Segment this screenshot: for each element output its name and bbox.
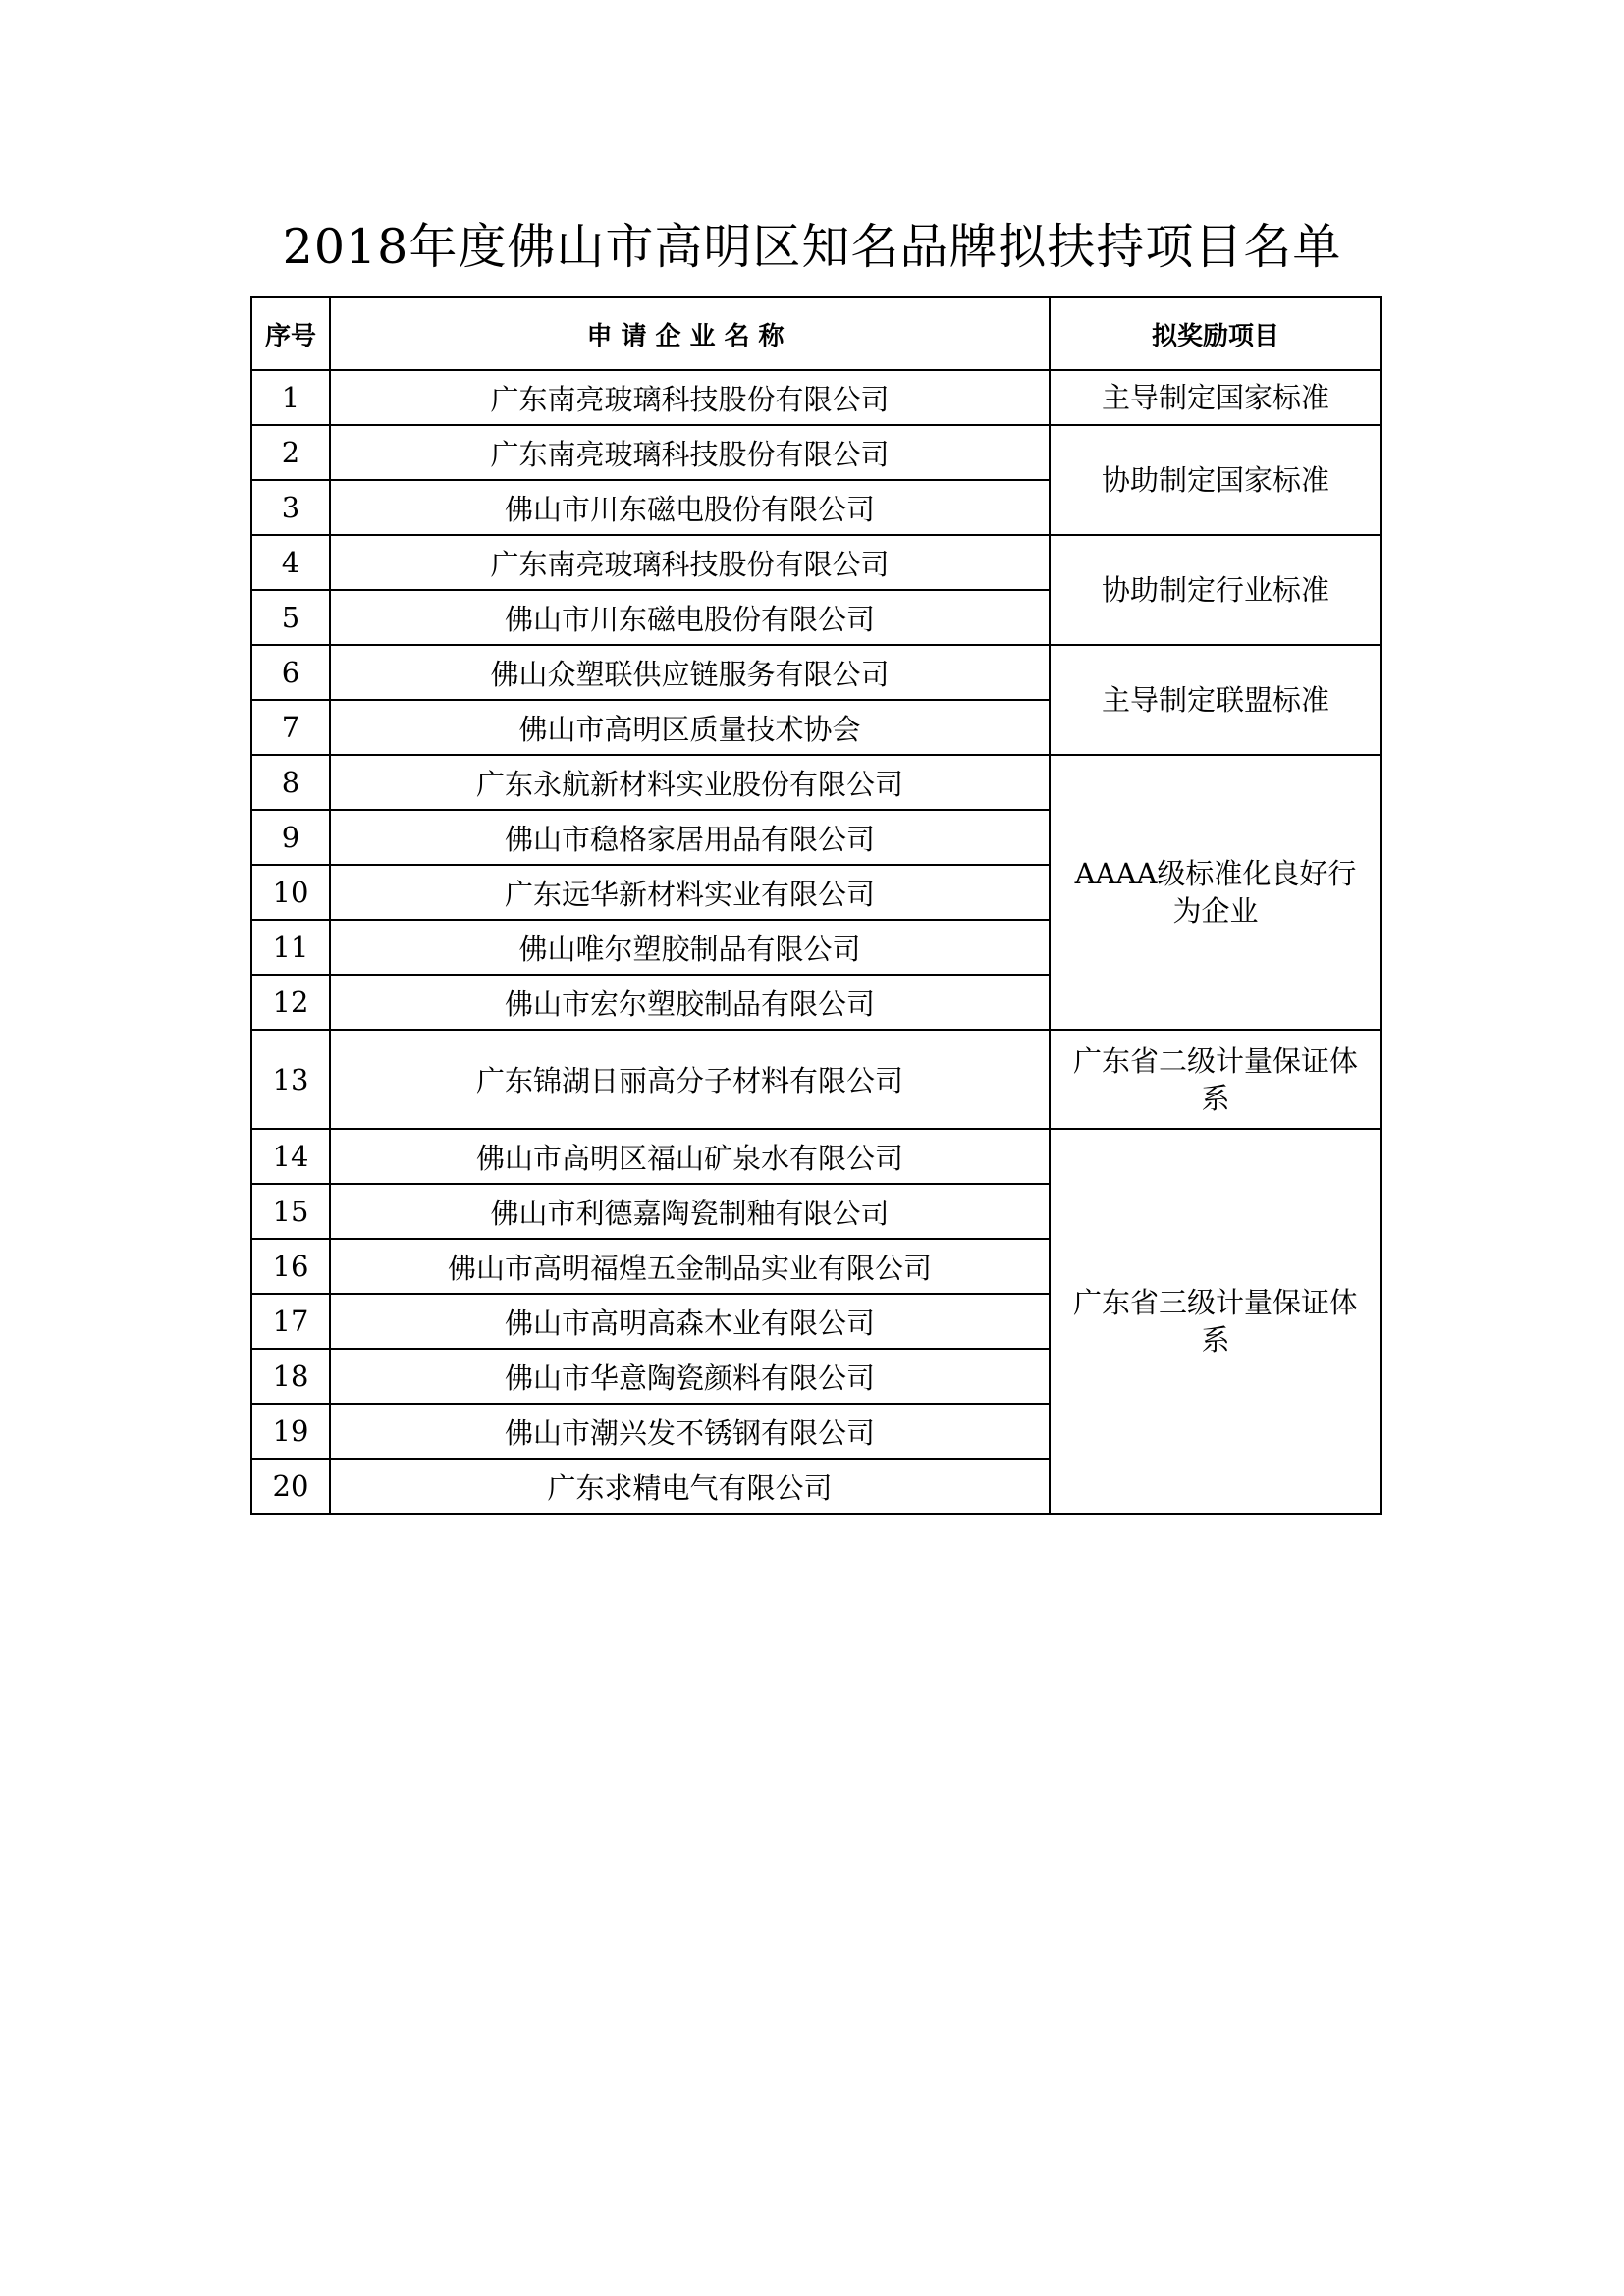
award-item: 协助制定行业标准 [1050, 535, 1381, 645]
row-number: 3 [251, 480, 330, 535]
row-number: 2 [251, 425, 330, 480]
company-name: 佛山市高明区福山矿泉水有限公司 [330, 1129, 1050, 1184]
company-name: 佛山市川东磁电股份有限公司 [330, 480, 1050, 535]
header-company-name: 申请企业名称 [330, 297, 1050, 370]
company-name: 广东远华新材料实业有限公司 [330, 865, 1050, 920]
table-row [251, 425, 1381, 480]
row-number: 6 [251, 645, 330, 700]
row-number: 7 [251, 700, 330, 755]
row-number: 11 [251, 920, 330, 975]
company-name: 广东求精电气有限公司 [330, 1459, 1050, 1514]
company-name: 佛山市高明区质量技术协会 [330, 700, 1050, 755]
page-title: 2018年度佛山市高明区知名品牌拟扶持项目名单 [282, 219, 1342, 275]
award-item: 协助制定国家标准 [1050, 425, 1381, 535]
row-number: 18 [251, 1349, 330, 1404]
row-number: 9 [251, 810, 330, 865]
row-number: 8 [251, 755, 330, 810]
company-name: 佛山市潮兴发不锈钢有限公司 [330, 1404, 1050, 1459]
row-number: 5 [251, 590, 330, 645]
row-number: 19 [251, 1404, 330, 1459]
company-name: 佛山市华意陶瓷颜料有限公司 [330, 1349, 1050, 1404]
company-name: 佛山众塑联供应链服务有限公司 [330, 645, 1050, 700]
row-number: 16 [251, 1239, 330, 1294]
company-name: 广东永航新材料实业股份有限公司 [330, 755, 1050, 810]
company-name: 广东南亮玻璃科技股份有限公司 [330, 370, 1050, 425]
company-name: 佛山市高明福煌五金制品实业有限公司 [330, 1239, 1050, 1294]
company-name: 佛山市宏尔塑胶制品有限公司 [330, 975, 1050, 1030]
table-header-row [251, 297, 1381, 370]
company-name: 佛山市利德嘉陶瓷制釉有限公司 [330, 1184, 1050, 1239]
row-number: 1 [251, 370, 330, 425]
award-item: AAAA级标准化良好行为企业 [1050, 755, 1381, 1030]
table-row [251, 645, 1381, 700]
row-number: 15 [251, 1184, 330, 1239]
table-row [251, 755, 1381, 810]
company-name: 佛山市稳格家居用品有限公司 [330, 810, 1050, 865]
table-row [251, 1129, 1381, 1184]
company-name: 广东南亮玻璃科技股份有限公司 [330, 425, 1050, 480]
award-item: 主导制定联盟标准 [1050, 645, 1381, 755]
header-serial-number: 序号 [251, 297, 330, 370]
row-number: 12 [251, 975, 330, 1030]
company-name: 广东南亮玻璃科技股份有限公司 [330, 535, 1050, 590]
table-row [251, 1030, 1381, 1129]
table-row [251, 535, 1381, 590]
row-number: 17 [251, 1294, 330, 1349]
row-number: 4 [251, 535, 330, 590]
award-item: 主导制定国家标准 [1050, 370, 1381, 425]
award-item: 广东省三级计量保证体系 [1050, 1129, 1381, 1514]
award-item: 广东省二级计量保证体系 [1050, 1030, 1381, 1129]
row-number: 13 [251, 1030, 330, 1129]
company-name: 广东锦湖日丽高分子材料有限公司 [330, 1030, 1050, 1129]
header-award-item: 拟奖励项目 [1050, 297, 1381, 370]
table-row [251, 370, 1381, 425]
company-name: 佛山市高明高森木业有限公司 [330, 1294, 1050, 1349]
company-name: 佛山唯尔塑胶制品有限公司 [330, 920, 1050, 975]
row-number: 10 [251, 865, 330, 920]
company-name: 佛山市川东磁电股份有限公司 [330, 590, 1050, 645]
award-roster-table [250, 296, 1382, 1515]
row-number: 20 [251, 1459, 330, 1514]
row-number: 14 [251, 1129, 330, 1184]
